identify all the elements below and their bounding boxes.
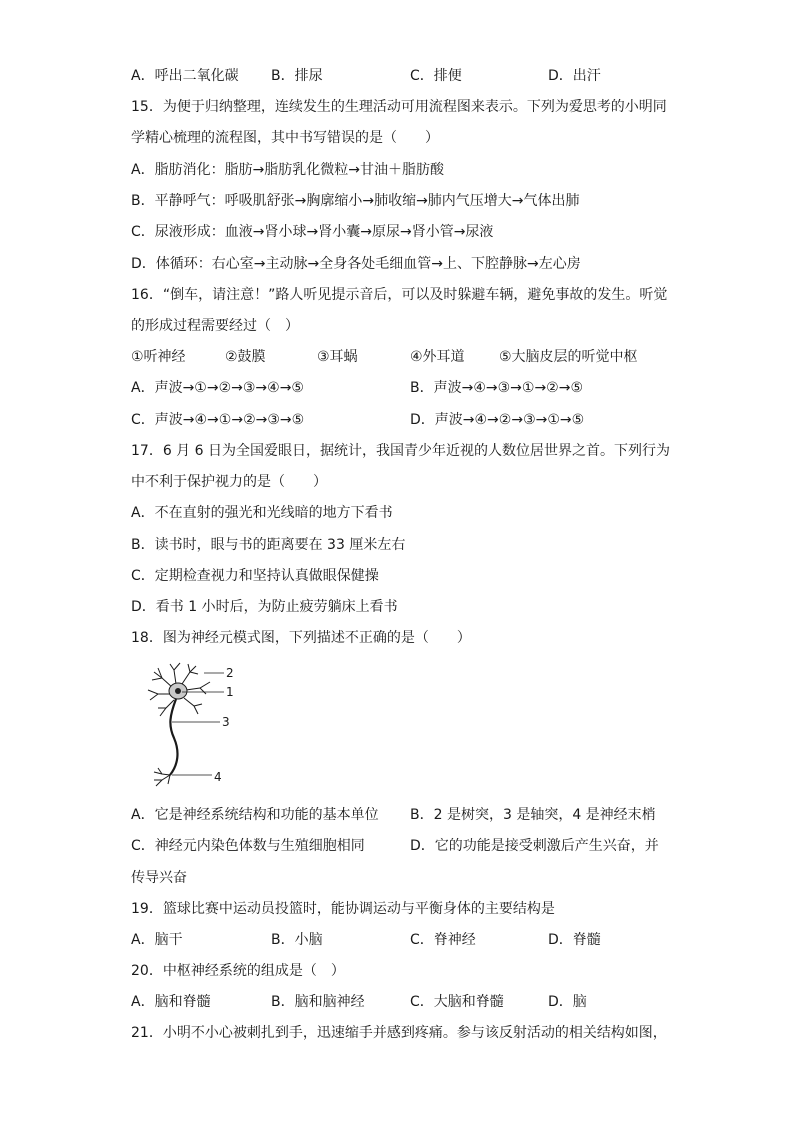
q15-option-d: D．体循环：右心室→主动脉→全身各处毛细血管→上、下腔静脉→左心房 (131, 256, 581, 272)
q17-option-b: B．读书时，眼与书的距离要在 33 厘米左右 (131, 537, 406, 553)
q16-item-2: ②鼓膜 (225, 349, 266, 365)
q20-option-c: C．大脑和脊髓 (410, 994, 504, 1010)
q16-option-b: B．声波→④→③→①→②→⑤ (410, 380, 584, 396)
q15-option-a: A．脂肪消化：脂肪→脂肪乳化微粒→甘油＋脂肪酸 (131, 162, 445, 178)
q18-option-d-continued: 传导兴奋 (131, 870, 187, 886)
q17-stem-line1: 17．6 月 6 日为全国爱眼日，据统计，我国青少年近视的人数位居世界之首。下列行为 (131, 443, 670, 459)
q17-option-d: D．看书 1 小时后，为防止疲劳躺床上看书 (131, 599, 398, 615)
neuron-label-2: 2 (226, 666, 234, 680)
q18-option-a: A．它是神经系统结构和功能的基本单位 (131, 807, 379, 823)
q16-options-row2 (131, 410, 694, 430)
q19-option-a: A．脑干 (131, 932, 183, 948)
q18-option-b: B．2 是树突，3 是轴突，4 是神经末梢 (410, 807, 656, 823)
q16-option-c: C．声波→④→①→②→③→⑤ (131, 412, 305, 428)
q17-stem-line2: 中不利于保护视力的是（ ） (131, 474, 327, 490)
q16-stem-line1: 16．“倒车，请注意！”路人听见提示音后，可以及时躲避车辆，避免事故的发生。听觉 (131, 287, 668, 303)
q18-options-row1 (131, 805, 694, 825)
neuron-diagram (140, 660, 250, 790)
q20-options (131, 992, 694, 1012)
q18-option-d: D．它的功能是接受刺激后产生兴奋，并 (410, 838, 659, 854)
neuron-label-1: 1 (226, 685, 234, 699)
q14-option-d: D．出汗 (548, 68, 601, 84)
q16-stem-line2: 的形成过程需要经过（ ） (131, 318, 299, 334)
q15-stem-line1: 15．为便于归纳整理，连续发生的生理活动可用流程图来表示。下列为爱思考的小明同 (131, 99, 667, 115)
q14-option-a: A．呼出二氧化碳 (131, 68, 239, 84)
q18-stem: 18．图为神经元模式图，下列描述不正确的是（ ） (131, 630, 471, 646)
neuron-label-3: 3 (222, 715, 230, 729)
q20-stem: 20．中枢神经系统的组成是（ ） (131, 963, 345, 979)
q17-option-a: A．不在直射的强光和光线暗的地方下看书 (131, 505, 393, 521)
q16-item-3: ③耳蜗 (317, 349, 358, 365)
q18-options-row2 (131, 836, 694, 856)
q16-items (131, 347, 694, 367)
q19-options (131, 930, 694, 950)
q16-options-row1 (131, 378, 694, 398)
q14-option-b: B．排尿 (271, 68, 323, 84)
q19-option-b: B．小脑 (271, 932, 323, 948)
q15-stem-line2: 学精心梳理的流程图，其中书写错误的是（ ） (131, 130, 439, 146)
q18-option-c: C．神经元内染色体数与生殖细胞相同 (131, 838, 365, 854)
q19-stem: 19．篮球比赛中运动员投篮时，能协调运动与平衡身体的主要结构是 (131, 901, 555, 917)
q20-option-a: A．脑和脊髓 (131, 994, 211, 1010)
q16-item-5: ⑤大脑皮层的听觉中枢 (499, 349, 638, 365)
neuron-label-4: 4 (214, 770, 222, 784)
neuron-axon (170, 699, 177, 775)
q14-options (131, 66, 694, 86)
q21-stem-line1: 21．小明不小心被刺扎到手，迅速缩手并感到疼痛。参与该反射活动的相关结构如图， (131, 1025, 667, 1041)
q16-item-4: ④外耳道 (410, 349, 465, 365)
q19-option-d: D．脊髓 (548, 932, 601, 948)
neuron-nerve-endings (154, 768, 170, 786)
q15-option-c: C．尿液形成：血液→肾小球→肾小囊→原尿→肾小管→尿液 (131, 224, 494, 240)
q19-option-c: C．脊神经 (410, 932, 476, 948)
neuron-nucleus (175, 688, 181, 694)
q16-option-a: A．声波→①→②→③→④→⑤ (131, 380, 304, 396)
q16-item-1: ①听神经 (131, 349, 186, 365)
q20-option-b: B．脑和脑神经 (271, 994, 365, 1010)
q20-option-d: D．脑 (548, 994, 587, 1010)
q15-option-b: B．平静呼气：呼吸肌舒张→胸廓缩小→肺收缩→肺内气压增大→气体出肺 (131, 193, 580, 209)
q14-option-c: C．排便 (410, 68, 462, 84)
q16-option-d: D．声波→④→②→③→①→⑤ (410, 412, 585, 428)
q17-option-c: C．定期检查视力和坚持认真做眼保健操 (131, 568, 379, 584)
